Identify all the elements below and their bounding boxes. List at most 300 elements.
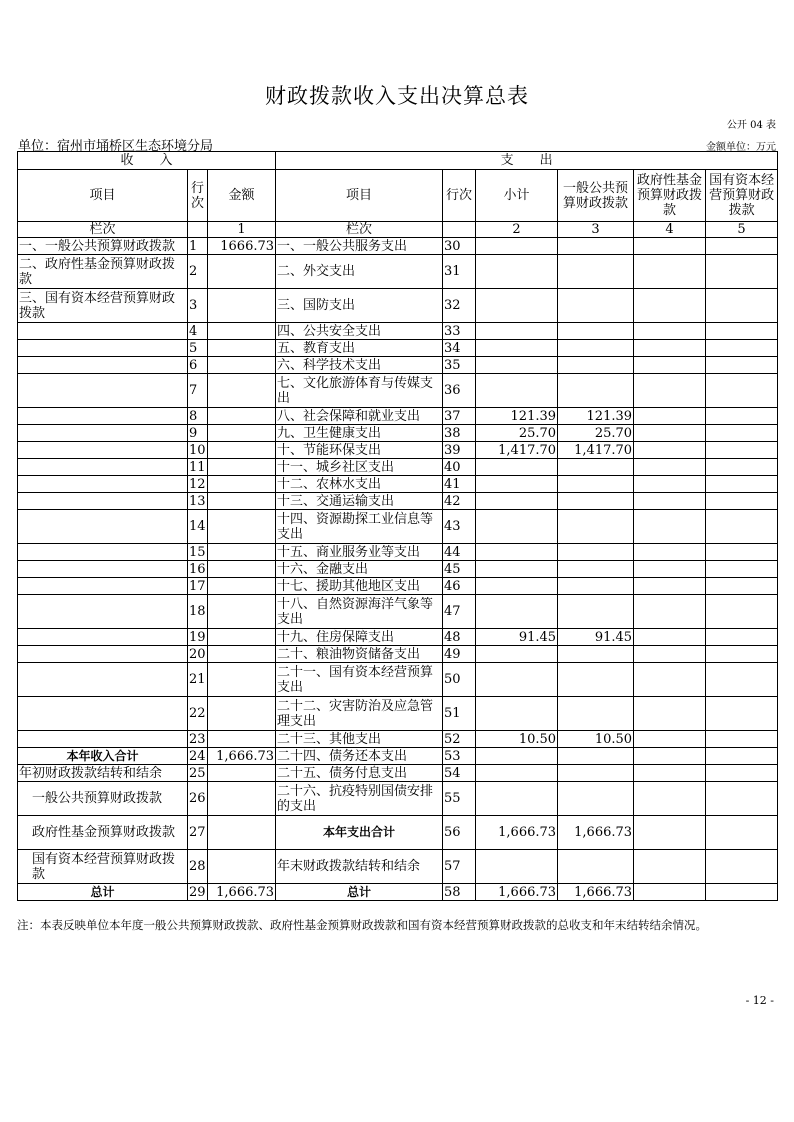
expense-fund [634,442,706,459]
expense-state [706,544,778,561]
expense-fund [634,425,706,442]
expense-item: 二十一、国有资本经营预算支出 [276,663,443,697]
table-row [18,374,778,408]
expense-subtotal [476,323,558,340]
table-row [18,408,778,425]
expense-fund [634,459,706,476]
income-amount [208,782,276,816]
expense-general: 1,666.73 [558,816,634,850]
expense-subtotal [476,663,558,697]
expense-item: 十八、自然资源海洋气象等支出 [276,595,443,629]
expense-state [706,884,778,901]
col-number: 5 [706,222,778,238]
income-amount [208,476,276,493]
table-row [18,323,778,340]
income-header: 收 入 [18,152,276,170]
expense-general [558,493,634,510]
expense-state [706,850,778,884]
expense-row-no: 58 [443,884,476,901]
expense-item: 年末财政拨款结转和结余 [276,850,443,884]
expense-row-no: 49 [443,646,476,663]
expense-fund [634,544,706,561]
income-row-no: 22 [188,697,208,731]
income-amount [208,340,276,357]
expense-state [706,493,778,510]
income-amount [208,663,276,697]
expense-state [706,663,778,697]
income-row-no: 24 [189,748,206,764]
expense-general [558,374,634,408]
table-row [18,748,778,765]
income-row-no: 20 [189,646,206,662]
income-item [18,595,188,629]
income-row-no: 2 [188,255,208,289]
expense-row-no: 36 [443,374,476,408]
expense-general [558,289,634,323]
expense-fund [634,884,706,901]
expense-item: 十一、城乡社区支出 [276,459,443,476]
expense-subtotal: 25.70 [476,425,558,442]
expense-general [558,663,634,697]
income-amount [208,561,276,578]
table-number: 公开 04 表 [726,120,776,131]
table-row [18,255,778,289]
income-item [18,544,188,561]
table-row [18,493,778,510]
expense-fund [634,697,706,731]
expense-subtotal [476,340,558,357]
expense-general [558,765,634,782]
col-label: 栏次 [276,222,443,238]
col-number: 3 [558,222,634,238]
income-amount [208,289,276,323]
page-title: 财政拨款收入支出决算总表 [265,84,529,108]
income-row-no: 16 [189,561,206,577]
income-amount [208,459,276,476]
expense-fund [634,629,706,646]
expense-fund [634,255,706,289]
expense-item: 四、公共安全支出 [276,323,443,340]
income-item: 三、国有资本经营预算财政拨款 [18,289,188,323]
expense-subtotal: 10.50 [476,731,558,748]
table-row [18,357,778,374]
expense-subtotal [476,782,558,816]
income-item [18,459,188,476]
table-row [18,238,778,255]
income-amount [208,850,276,884]
expense-fund [634,238,706,255]
expense-state [706,340,778,357]
expense-fund [634,493,706,510]
expense-row-no: 45 [443,561,476,578]
table-row [18,510,778,544]
expense-subtotal: 91.45 [476,629,558,646]
expense-fund [634,476,706,493]
income-item: 政府性基金预算财政拨款 [18,816,188,850]
income-amount [208,629,276,646]
expense-general [558,255,634,289]
income-item [18,408,188,425]
income-item [18,340,188,357]
expense-fund [634,748,706,765]
expense-item: 二十三、其他支出 [276,731,443,748]
expense-general [558,595,634,629]
expense-row-no: 55 [443,782,476,816]
expense-item: 十九、住房保障支出 [276,629,443,646]
expense-general [558,646,634,663]
expense-row-no: 48 [443,629,476,646]
income-item [18,374,188,408]
expense-fund [634,595,706,629]
table-row [18,476,778,493]
expense-fund [634,289,706,323]
expense-state [706,782,778,816]
page-number: - 12 - [745,994,774,1007]
income-item [18,357,188,374]
table-row [18,816,778,850]
expense-item: 总计 [276,884,443,901]
expense-subtotal: 1,417.70 [476,442,558,459]
expense-subtotal [476,255,558,289]
expense-subtotal [476,357,558,374]
income-row-no: 8 [188,408,208,425]
income-row-no: 1 [188,238,208,255]
col-header-state: 国有资本经营预算财政拨款 [706,170,778,222]
expense-general [558,561,634,578]
table-row [18,646,778,663]
income-row-no: 6 [188,357,208,374]
income-amount [208,255,276,289]
expense-subtotal [476,493,558,510]
expense-row-no: 32 [443,289,476,323]
income-row-no: 15 [189,544,206,560]
income-amount [208,544,276,561]
expense-row-no: 47 [443,595,476,629]
expense-header: 支 出 [276,152,778,170]
table-row [18,459,778,476]
expense-item: 二、外交支出 [276,255,443,289]
expense-row-no: 39 [443,442,476,459]
income-row-no: 12 [189,476,206,492]
expense-item: 七、文化旅游体育与传媒支出 [276,374,443,408]
income-row-no: 13 [189,493,206,509]
expense-item: 二十五、债务付息支出 [276,765,443,782]
col-header-subtotal: 小计 [476,170,558,222]
income-amount [208,765,276,782]
expense-state [706,289,778,323]
income-row-no: 23 [189,731,206,747]
expense-state [706,357,778,374]
income-item: 总计 [18,884,188,901]
col-header-fund: 政府性基金预算财政拨款 [634,170,706,222]
expense-state [706,629,778,646]
expense-row-no: 31 [443,255,476,289]
expense-subtotal [476,646,558,663]
col-header-row-no: 行次 [443,170,476,222]
income-row-no: 10 [189,442,206,458]
income-amount: 1666.73 [208,238,276,255]
expense-general [558,782,634,816]
table-row [18,731,778,748]
expense-state [706,646,778,663]
expense-state [706,697,778,731]
income-item: 国有资本经营预算财政拨款 [18,850,188,884]
income-item [18,646,188,663]
expense-row-no: 53 [443,748,476,765]
expense-general [558,510,634,544]
income-item [18,476,188,493]
col-header-general: 一般公共预算财政拨款 [558,170,634,222]
expense-state [706,731,778,748]
income-item [18,323,188,340]
income-item [18,561,188,578]
expense-state [706,595,778,629]
expense-row-no: 33 [443,323,476,340]
expense-state [706,323,778,340]
expense-subtotal [476,459,558,476]
expense-subtotal [476,476,558,493]
income-amount [208,374,276,408]
expense-row-no: 50 [443,663,476,697]
expense-state [706,442,778,459]
expense-item: 十六、金融支出 [276,561,443,578]
expense-subtotal [476,374,558,408]
expense-fund [634,357,706,374]
income-row-no: 27 [188,816,208,850]
expense-general: 10.50 [558,731,634,748]
table-row [18,425,778,442]
table-row [18,697,778,731]
expense-fund [634,408,706,425]
expense-item: 三、国防支出 [276,289,443,323]
income-row-no: 17 [189,578,206,594]
income-row-no: 29 [189,884,206,900]
expense-state [706,748,778,765]
income-amount [208,578,276,595]
expense-fund [634,782,706,816]
col-label: 栏次 [18,222,188,238]
expense-row-no: 42 [443,493,476,510]
income-item [18,629,188,646]
income-amount [208,442,276,459]
expense-general [558,578,634,595]
expense-state [706,425,778,442]
expense-item: 二十二、灾害防治及应急管理支出 [276,697,443,731]
footnote: 注：本表反映单位本年度一般公共预算财政拨款、政府性基金预算财政拨款和国有资本经营预算财政拨款的总收支和年末结转结余情况。 [17,918,707,932]
income-item [18,663,188,697]
expense-fund [634,850,706,884]
expense-item: 六、科学技术支出 [276,357,443,374]
expense-item: 本年支出合计 [276,816,443,850]
expense-state [706,510,778,544]
expense-general: 25.70 [558,425,634,442]
expense-row-no: 51 [443,697,476,731]
income-row-no: 25 [189,765,206,781]
income-row-no: 21 [188,663,208,697]
table-row [18,289,778,323]
table-row [18,595,778,629]
col-header-item: 项目 [276,170,443,222]
expense-state [706,765,778,782]
income-amount [208,731,276,748]
expense-row-no: 35 [443,357,476,374]
expense-state [706,374,778,408]
expense-row-no: 56 [443,816,476,850]
expense-item: 二十四、债务还本支出 [276,748,443,765]
income-item [18,510,188,544]
income-row-no: 5 [188,340,208,357]
expense-row-no: 30 [443,238,476,255]
income-amount [208,357,276,374]
expense-general [558,476,634,493]
income-amount [208,510,276,544]
expense-fund [634,510,706,544]
expense-item: 十四、资源勘探工业信息等支出 [276,510,443,544]
expense-row-no: 57 [443,850,476,884]
income-amount [208,408,276,425]
income-amount: 1,666.73 [208,884,276,901]
expense-state [706,238,778,255]
income-amount [208,323,276,340]
expense-row-no: 38 [443,425,476,442]
income-item [18,493,188,510]
expense-item: 八、社会保障和就业支出 [276,408,443,425]
income-row-no: 28 [188,850,208,884]
income-item [18,425,188,442]
expense-general [558,357,634,374]
table-row [18,884,778,901]
table-row [18,561,778,578]
expense-fund [634,561,706,578]
expense-subtotal [476,289,558,323]
expense-subtotal: 1,666.73 [476,884,558,901]
expense-general [558,697,634,731]
expense-state [706,255,778,289]
table-row [18,340,778,357]
unit-label: 单位：宿州市埇桥区生态环境分局 [18,139,214,154]
expense-general: 91.45 [558,629,634,646]
expense-general: 1,666.73 [558,884,634,901]
expense-item: 十、节能环保支出 [276,442,443,459]
expense-general [558,459,634,476]
table-row [18,782,778,816]
income-item: 二、政府性基金预算财政拨款 [18,255,188,289]
table-row [18,629,778,646]
expense-state [706,408,778,425]
income-item [18,697,188,731]
income-item: 一般公共预算财政拨款 [18,782,188,816]
col-number: 1 [208,222,276,238]
expense-fund [634,731,706,748]
expense-fund [634,578,706,595]
table-row [18,578,778,595]
income-item: 本年收入合计 [18,748,188,765]
income-item [18,731,188,748]
expense-subtotal [476,595,558,629]
expense-item: 二十、粮油物资储备支出 [276,646,443,663]
expense-subtotal [476,748,558,765]
money-unit-label: 金额单位：万元 [706,142,776,153]
expense-fund [634,663,706,697]
income-row-no: 7 [188,374,208,408]
expense-fund [634,374,706,408]
income-item [18,442,188,459]
income-amount [208,697,276,731]
income-amount [208,816,276,850]
col-number: 4 [634,222,706,238]
expense-general [558,238,634,255]
expense-subtotal [476,765,558,782]
income-row-no: 19 [189,629,206,645]
income-row-no: 3 [188,289,208,323]
expense-subtotal: 121.39 [476,408,558,425]
expense-state [706,578,778,595]
expense-item: 十三、交通运输支出 [276,493,443,510]
expense-subtotal [476,544,558,561]
expense-row-no: 46 [443,578,476,595]
expense-row-no: 41 [443,476,476,493]
expense-state [706,816,778,850]
table-row [18,442,778,459]
table-row [18,544,778,561]
col-header-row-no: 行次 [188,170,208,222]
expense-fund [634,323,706,340]
expense-row-no: 37 [443,408,476,425]
col-header-amount: 金额 [208,170,276,222]
income-amount [208,493,276,510]
expense-general: 121.39 [558,408,634,425]
expense-subtotal [476,238,558,255]
expense-item: 九、卫生健康支出 [276,425,443,442]
expense-subtotal [476,697,558,731]
expense-row-no: 34 [443,340,476,357]
expense-item: 十五、商业服务业等支出 [276,544,443,561]
expense-general [558,323,634,340]
expense-fund [634,816,706,850]
table-row [18,765,778,782]
expense-fund [634,340,706,357]
expense-row-no: 43 [443,510,476,544]
expense-subtotal [476,510,558,544]
expense-general [558,748,634,765]
expense-subtotal: 1,666.73 [476,816,558,850]
expense-subtotal [476,850,558,884]
expense-subtotal [476,578,558,595]
expense-item: 一、一般公共服务支出 [276,238,443,255]
expense-subtotal [476,561,558,578]
expense-row-no: 54 [443,765,476,782]
income-item: 年初财政拨款结转和结余 [18,765,188,782]
income-item [18,578,188,595]
expense-state [706,459,778,476]
expense-fund [634,765,706,782]
col-header-item: 项目 [18,170,188,222]
expense-general [558,340,634,357]
expense-general [558,544,634,561]
income-row-no: 9 [188,425,208,442]
income-amount: 1,666.73 [208,748,276,765]
fiscal-summary-table [17,151,778,901]
income-amount [208,595,276,629]
table-row [18,663,778,697]
expense-item: 二十六、抗疫特别国债安排的支出 [276,782,443,816]
income-amount [208,646,276,663]
income-row-no: 14 [188,510,208,544]
expense-state [706,561,778,578]
col-number: 2 [476,222,558,238]
table-row [18,850,778,884]
expense-item: 十七、援助其他地区支出 [276,578,443,595]
